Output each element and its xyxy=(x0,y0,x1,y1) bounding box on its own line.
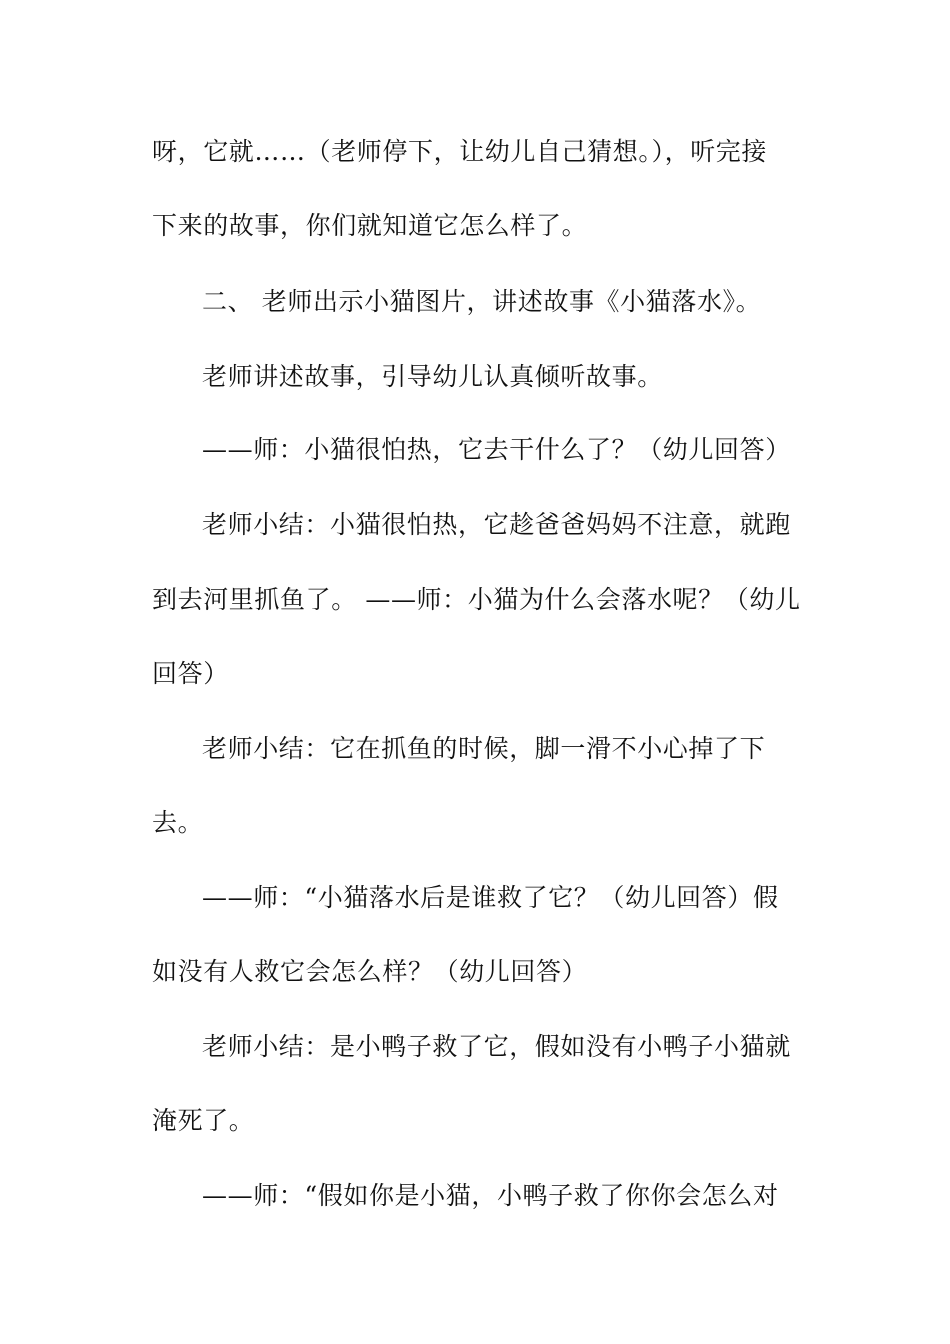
text-line: 淹死了。 xyxy=(152,1106,255,1135)
text-line: 老师讲述故事，引导幼儿认真倾听故事。 xyxy=(202,362,663,391)
text-line: 回答） xyxy=(152,659,229,688)
text-line: 二、 老师出示小猫图片，讲述故事《小猫落水》。 xyxy=(202,287,762,316)
text-line: ——师：“小猫落水后是谁救了它？（幼儿回答）假 xyxy=(202,883,779,912)
text-line: 老师小结：是小鸭子救了它，假如没有小鸭子小猫就 xyxy=(202,1032,791,1061)
text-line: ——师：“假如你是小猫，小鸭子救了你你会怎么对 xyxy=(202,1181,779,1210)
text-line: 呀，它就……（老师停下，让幼儿自己猜想。），听完接 xyxy=(152,137,768,166)
text-line: 到去河里抓鱼了。 ——师：小猫为什么会落水呢？（幼儿 xyxy=(152,585,801,614)
text-line: 下来的故事，你们就知道它怎么样了。 xyxy=(152,211,588,240)
text-line: ——师：小猫很怕热，它去干什么了？（幼儿回答） xyxy=(202,435,791,464)
text-line: 去。 xyxy=(152,808,204,837)
text-line: 老师小结：它在抓鱼的时候，脚一滑不小心掉了下 xyxy=(202,734,766,763)
text-line: 老师小结：小猫很怕热，它趁爸爸妈妈不注意，就跑 xyxy=(202,510,791,539)
text-line: 如没有人救它会怎么样？（幼儿回答） xyxy=(152,957,588,986)
